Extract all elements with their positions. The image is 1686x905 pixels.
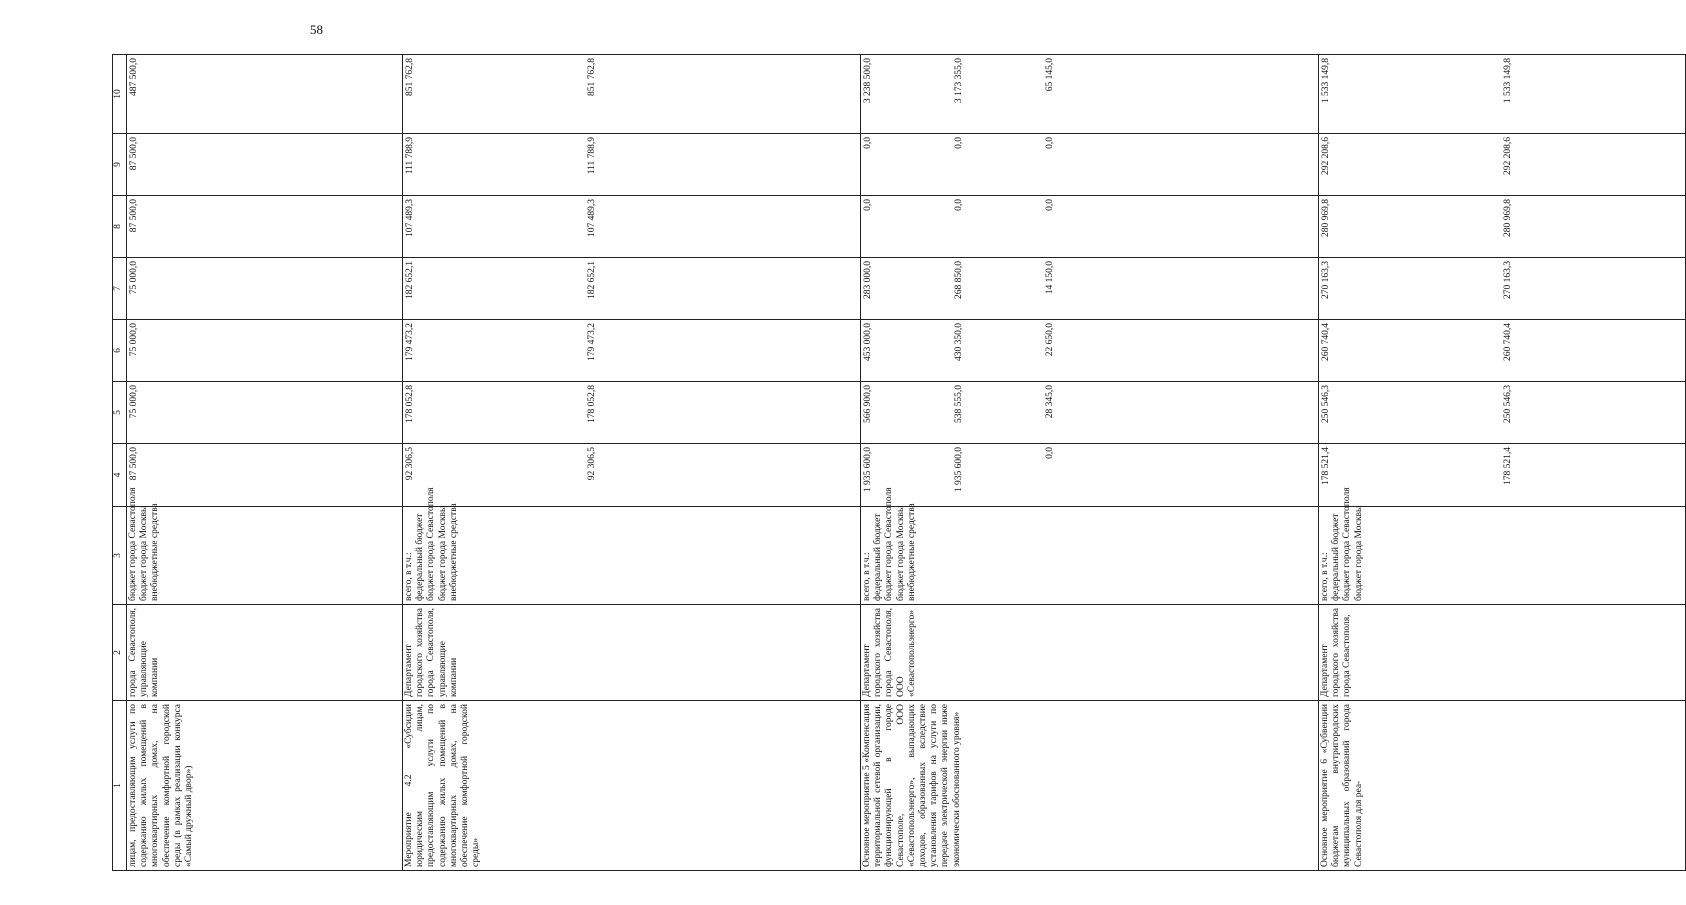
table-row [403, 55, 861, 871]
amount-value [1135, 261, 1226, 316]
funding-source-label: бюджет города Севастополя [128, 487, 138, 601]
amount-value [768, 58, 859, 130]
amount-value: 0,0 [1045, 137, 1055, 149]
amount-value [1226, 199, 1317, 254]
amount-value [1593, 58, 1684, 130]
amount-value: 270 163,3 [1503, 261, 1513, 299]
amount-value: 0,0 [1045, 447, 1055, 459]
amount-cell [861, 444, 1319, 507]
amount-value [1593, 323, 1684, 378]
amount-value [677, 199, 768, 254]
amount-value [1135, 385, 1226, 440]
amount-value: 178 052,8 [405, 385, 415, 423]
amount-cell [403, 134, 861, 196]
amount-value [677, 385, 768, 440]
amount-value [495, 261, 586, 316]
amount-value: 851 762,8 [405, 58, 415, 96]
amount-cell [861, 134, 1319, 196]
amount-value: 87 500,0 [129, 199, 139, 233]
amount-value [495, 447, 586, 503]
amount-value [310, 199, 401, 254]
amount-value [1593, 261, 1684, 316]
amount-value: 65 145,0 [1045, 58, 1055, 92]
amount-value: 250 546,3 [1321, 385, 1331, 423]
table-body [113, 55, 1686, 871]
amount-value [1135, 199, 1226, 254]
amount-value: 292 208,6 [1503, 137, 1513, 175]
amount-value [1135, 447, 1226, 503]
amount-value [1226, 137, 1317, 192]
amount-value [677, 447, 768, 503]
amount-value [219, 261, 310, 316]
amount-value: 280 969,8 [1321, 199, 1331, 237]
amount-value: 179 473,2 [405, 323, 415, 361]
amount-value [1593, 447, 1684, 503]
table-row [127, 55, 403, 871]
amount-value: 280 969,8 [1503, 199, 1513, 237]
amount-value [1411, 261, 1502, 316]
amount-value [495, 58, 586, 130]
funding-source-label: бюджет города Москвы [1353, 505, 1364, 601]
table-row [861, 55, 1319, 871]
header-cell: 4 [113, 444, 127, 507]
amount-value [768, 199, 859, 254]
amount-value [1593, 199, 1684, 254]
amount-cell [1319, 382, 1686, 444]
funding-source-label: бюджет города Москвы [437, 505, 448, 601]
amount-value [219, 323, 310, 378]
funding-source-cell [1319, 487, 1686, 605]
amount-value [495, 199, 586, 254]
header-cell: 1 [113, 701, 127, 871]
amount-cell [1319, 320, 1686, 382]
responsible-executor-cell: Департамент городского хозяйства города Севастополя, управляющие компании [403, 605, 861, 701]
amount-value [768, 385, 859, 440]
amount-value [1226, 58, 1317, 130]
amount-value [677, 58, 768, 130]
amount-value: 260 740,4 [1503, 323, 1513, 361]
funding-source-label: федеральный бюджет [1331, 513, 1342, 601]
amount-value: 92 306,5 [405, 447, 415, 481]
amount-cell [1319, 196, 1686, 258]
amount-value [1226, 385, 1317, 440]
amount-value: 566 900,0 [863, 385, 873, 423]
amount-value: 75 000,0 [129, 385, 139, 419]
header-cell: 3 [113, 507, 127, 605]
funding-source-cell [861, 487, 1319, 605]
amount-value [1135, 58, 1226, 130]
amount-value: 250 546,3 [1503, 385, 1513, 423]
header-cell: 9 [113, 134, 127, 196]
funding-source-label: внебюджетные средства [906, 503, 917, 601]
amount-cell [127, 196, 403, 258]
amount-cell [127, 444, 403, 507]
amount-cell [861, 320, 1319, 382]
amount-cell [403, 320, 861, 382]
amount-cell [403, 196, 861, 258]
amount-cell [127, 320, 403, 382]
amount-value: 1 935 600,0 [863, 447, 873, 493]
amount-value: 292 208,6 [1321, 137, 1331, 175]
amount-value: 487 500,0 [129, 58, 139, 96]
amount-value: 178 521,4 [1321, 447, 1331, 485]
funding-source-label: бюджет города Севастополя [884, 487, 895, 601]
amount-cell [403, 382, 861, 444]
amount-value: 178 521,4 [1503, 447, 1513, 485]
responsible-executor-cell: Департамент городского хозяйства города Севастополя, ООО «Севастопольэнерго» [861, 605, 1319, 701]
amount-cell [1319, 134, 1686, 196]
header-cell: 5 [113, 382, 127, 444]
amount-cell [861, 196, 1319, 258]
amount-value [219, 447, 310, 503]
amount-value [1411, 199, 1502, 254]
amount-value: 107 489,3 [587, 199, 597, 237]
amount-cell [403, 444, 861, 507]
amount-value [495, 323, 586, 378]
amount-value: 260 740,4 [1321, 323, 1331, 361]
header-row [113, 55, 127, 871]
amount-value [1226, 261, 1317, 316]
amount-value: 75 000,0 [129, 261, 139, 295]
funding-source-label: бюджет города Москвы [139, 505, 150, 601]
amount-value [310, 323, 401, 378]
amount-cell [127, 382, 403, 444]
amount-value [1411, 58, 1502, 130]
amount-value [768, 447, 859, 503]
funding-source-label: всего, в т.ч.: [862, 552, 872, 601]
amount-value: 111 788,9 [587, 137, 597, 175]
amount-value: 1 533 149,8 [1321, 58, 1331, 104]
amount-value: 1 935 600,0 [954, 447, 964, 493]
amount-value: 283 000,0 [863, 261, 873, 299]
amount-value: 0,0 [954, 137, 964, 149]
amount-value [1593, 137, 1684, 192]
amount-value [1593, 385, 1684, 440]
amount-value [310, 447, 401, 503]
header-cell: 2 [113, 605, 127, 701]
amount-value: 87 500,0 [129, 447, 139, 481]
amount-value [219, 385, 310, 440]
funding-source-label: федеральный бюджет [873, 513, 884, 601]
activity-description-cell: Основное мероприятие 5 «Компенсация территориальной сетевой организации, функционирующей в городе Севастополе, ООО «Севастопольэнерго», выпадающих доходов, образованных вследствие установления тарифов на услуги по передаче электрической энергии ниже экономически обоснованного уровня» [861, 701, 1319, 871]
amount-cell [861, 382, 1319, 444]
program-funding-table-rotated [112, 55, 1513, 871]
activity-description-cell: Основное мероприятие 6 «Субвенции бюджетам внутригородских муниципальных образований города Севастополя для реа- [1319, 701, 1686, 871]
funding-source-label: внебюджетные средства [150, 503, 161, 601]
amount-value: 0,0 [863, 137, 873, 149]
amount-cell [127, 55, 403, 134]
amount-value [1226, 323, 1317, 378]
amount-value [768, 323, 859, 378]
amount-value [1226, 447, 1317, 503]
amount-value [1411, 447, 1502, 503]
amount-value: 178 052,8 [587, 385, 597, 423]
amount-value [310, 385, 401, 440]
amount-value: 453 000,0 [863, 323, 873, 361]
amount-value: 14 150,0 [1045, 261, 1055, 295]
amount-value [219, 137, 310, 192]
responsible-executor-cell: Департамент городского хозяйства города Севастополя, [1319, 605, 1686, 701]
amount-value: 87 500,0 [129, 137, 139, 171]
amount-value [219, 199, 310, 254]
header-cell: 6 [113, 320, 127, 382]
amount-value: 538 555,0 [954, 385, 964, 423]
amount-value: 3 173 355,0 [954, 58, 964, 104]
program-funding-table [112, 54, 1686, 871]
amount-value [677, 137, 768, 192]
funding-source-label: всего, в т.ч.: [404, 552, 414, 601]
amount-value [677, 323, 768, 378]
amount-value: 92 306,5 [587, 447, 597, 481]
amount-value [1411, 385, 1502, 440]
responsible-executor-cell: города Севастополя, управляющие компании [127, 605, 403, 701]
funding-source-cell [127, 487, 403, 605]
funding-source-cell [403, 487, 861, 605]
amount-value [1411, 323, 1502, 378]
amount-value [1135, 323, 1226, 378]
amount-cell [127, 258, 403, 320]
page-number: 58 [310, 22, 323, 37]
amount-value [310, 261, 401, 316]
funding-source-label: бюджет города Севастополя [1342, 487, 1353, 601]
amount-cell [1319, 258, 1686, 320]
funding-source-label: федеральный бюджет [415, 513, 426, 601]
activity-description-cell: Мероприятие 4.2 «Субсидии юридическим лицам, предоставляющим услуги по содержанию жилых помещений в многоквартирных домах, на обеспечение комфортной городской среды» [403, 701, 861, 871]
amount-value: 0,0 [863, 199, 873, 211]
amount-value [310, 58, 401, 130]
amount-cell [127, 134, 403, 196]
amount-value: 270 163,3 [1321, 261, 1331, 299]
amount-value [677, 261, 768, 316]
amount-cell [861, 55, 1319, 134]
header-cell: 10 [113, 55, 127, 134]
amount-value [310, 137, 401, 192]
amount-value: 851 762,8 [587, 58, 597, 96]
amount-value: 268 850,0 [954, 261, 964, 299]
amount-value: 107 489,3 [405, 199, 415, 237]
header-cell: 8 [113, 196, 127, 258]
amount-value: 182 652,1 [587, 261, 597, 299]
amount-cell [1319, 55, 1686, 134]
amount-value: 0,0 [1045, 199, 1055, 211]
table-row [1319, 55, 1686, 871]
amount-value: 1 533 149,8 [1503, 58, 1513, 104]
funding-source-label: всего, в т.ч.: [1320, 552, 1330, 601]
amount-cell [403, 55, 861, 134]
amount-value [1411, 137, 1502, 192]
amount-value [768, 137, 859, 192]
amount-cell [1319, 444, 1686, 507]
amount-value: 179 473,2 [587, 323, 597, 361]
funding-source-label: бюджет города Севастополя [426, 487, 437, 601]
amount-value: 111 788,9 [405, 137, 415, 175]
amount-value: 0,0 [954, 199, 964, 211]
amount-value: 430 350,0 [954, 323, 964, 361]
amount-value [768, 261, 859, 316]
funding-source-label: внебюджетные средства [448, 503, 459, 601]
amount-value: 28 345,0 [1045, 385, 1055, 419]
header-cell: 7 [113, 258, 127, 320]
amount-cell [861, 258, 1319, 320]
amount-value [219, 58, 310, 130]
funding-source-label: бюджет города Москвы [895, 505, 906, 601]
amount-value [495, 385, 586, 440]
amount-value [495, 137, 586, 192]
amount-value: 75 000,0 [129, 323, 139, 357]
amount-value: 22 650,0 [1045, 323, 1055, 357]
amount-cell [403, 258, 861, 320]
activity-description-cell: лицам, предоставляющим услуги по содержанию жилых помещений в многоквартирных домах, на обеспечение комфортной городской среды (в рамках реализации конкурса «Самый дружный двор») [127, 701, 403, 871]
amount-value: 3 238 500,0 [863, 58, 873, 104]
amount-value: 182 652,1 [405, 261, 415, 299]
amount-value [1135, 137, 1226, 192]
